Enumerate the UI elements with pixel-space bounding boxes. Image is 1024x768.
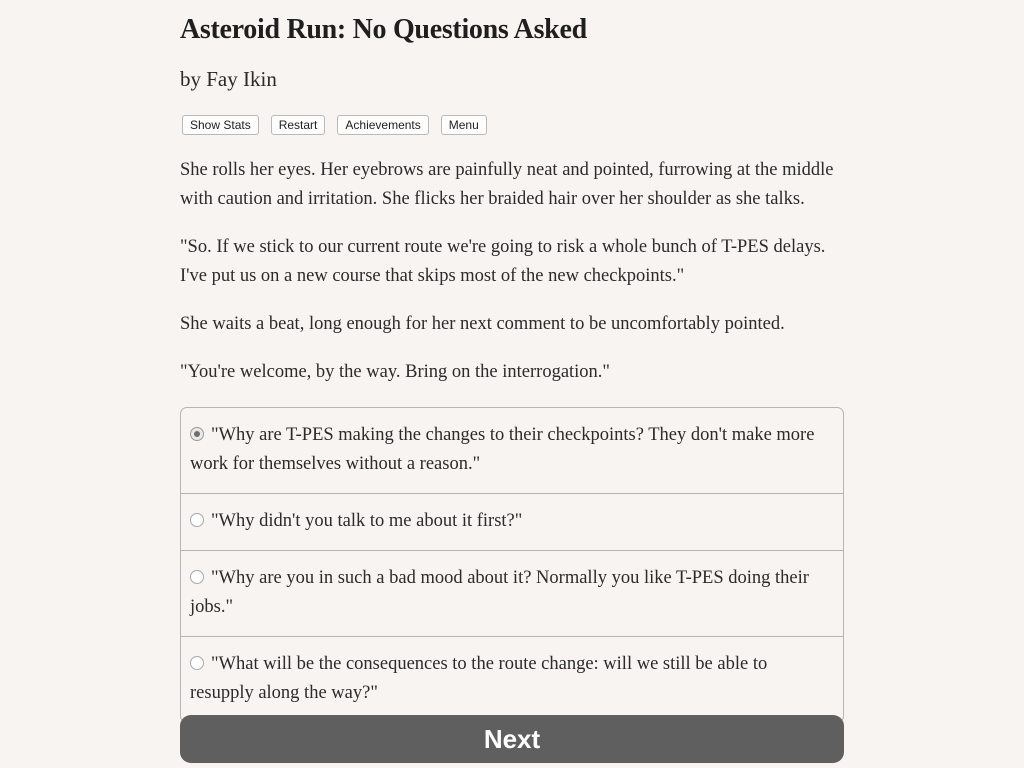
choice-option-2[interactable]: [181, 493, 843, 550]
next-button[interactable]: Next: [180, 715, 844, 763]
story-paragraph: She rolls her eyes. Her eyebrows are painfully neat and pointed, furrowing at the middle with caution and irritation. She flicks her braided hair over her shoulder as she talks.: [180, 160, 834, 209]
radio-icon[interactable]: [190, 513, 204, 527]
radio-icon[interactable]: [190, 656, 204, 670]
choice-option-3[interactable]: [181, 550, 843, 636]
radio-icon[interactable]: [190, 570, 204, 584]
story-paragraph: "You're welcome, by the way. Bring on the interrogation.": [180, 362, 610, 382]
choice-list: [180, 407, 844, 723]
choice-label: "Why are T-PES making the changes to their checkpoints? They don't make more work for themselves without a reason.": [190, 425, 815, 474]
choice-label: "What will be the consequences to the route change: will we still be able to resupply along the way?": [190, 654, 768, 703]
story-paragraph: "So. If we stick to our current route we're going to risk a whole bunch of T-PES delays. I've put us on a new course that skips most of the new checkpoints.": [180, 237, 826, 286]
author-byline: by Fay Ikin: [180, 67, 277, 91]
toolbar: [182, 115, 487, 135]
story-text: [180, 156, 844, 406]
restart-button[interactable]: Restart: [271, 115, 326, 135]
story-paragraph: She waits a beat, long enough for her next comment to be uncomfortably pointed.: [180, 314, 785, 334]
achievements-button[interactable]: Achievements: [337, 115, 428, 135]
choice-label: "Why are you in such a bad mood about it? Normally you like T-PES doing their jobs.": [190, 568, 809, 617]
radio-selected-icon[interactable]: [190, 427, 204, 441]
game-title: Asteroid Run: No Questions Asked: [180, 14, 587, 45]
choice-option-1[interactable]: [181, 408, 843, 493]
show-stats-button[interactable]: Show Stats: [182, 115, 259, 135]
menu-button[interactable]: Menu: [441, 115, 487, 135]
choice-option-4[interactable]: [181, 636, 843, 722]
choice-label: "Why didn't you talk to me about it first?": [211, 511, 523, 531]
